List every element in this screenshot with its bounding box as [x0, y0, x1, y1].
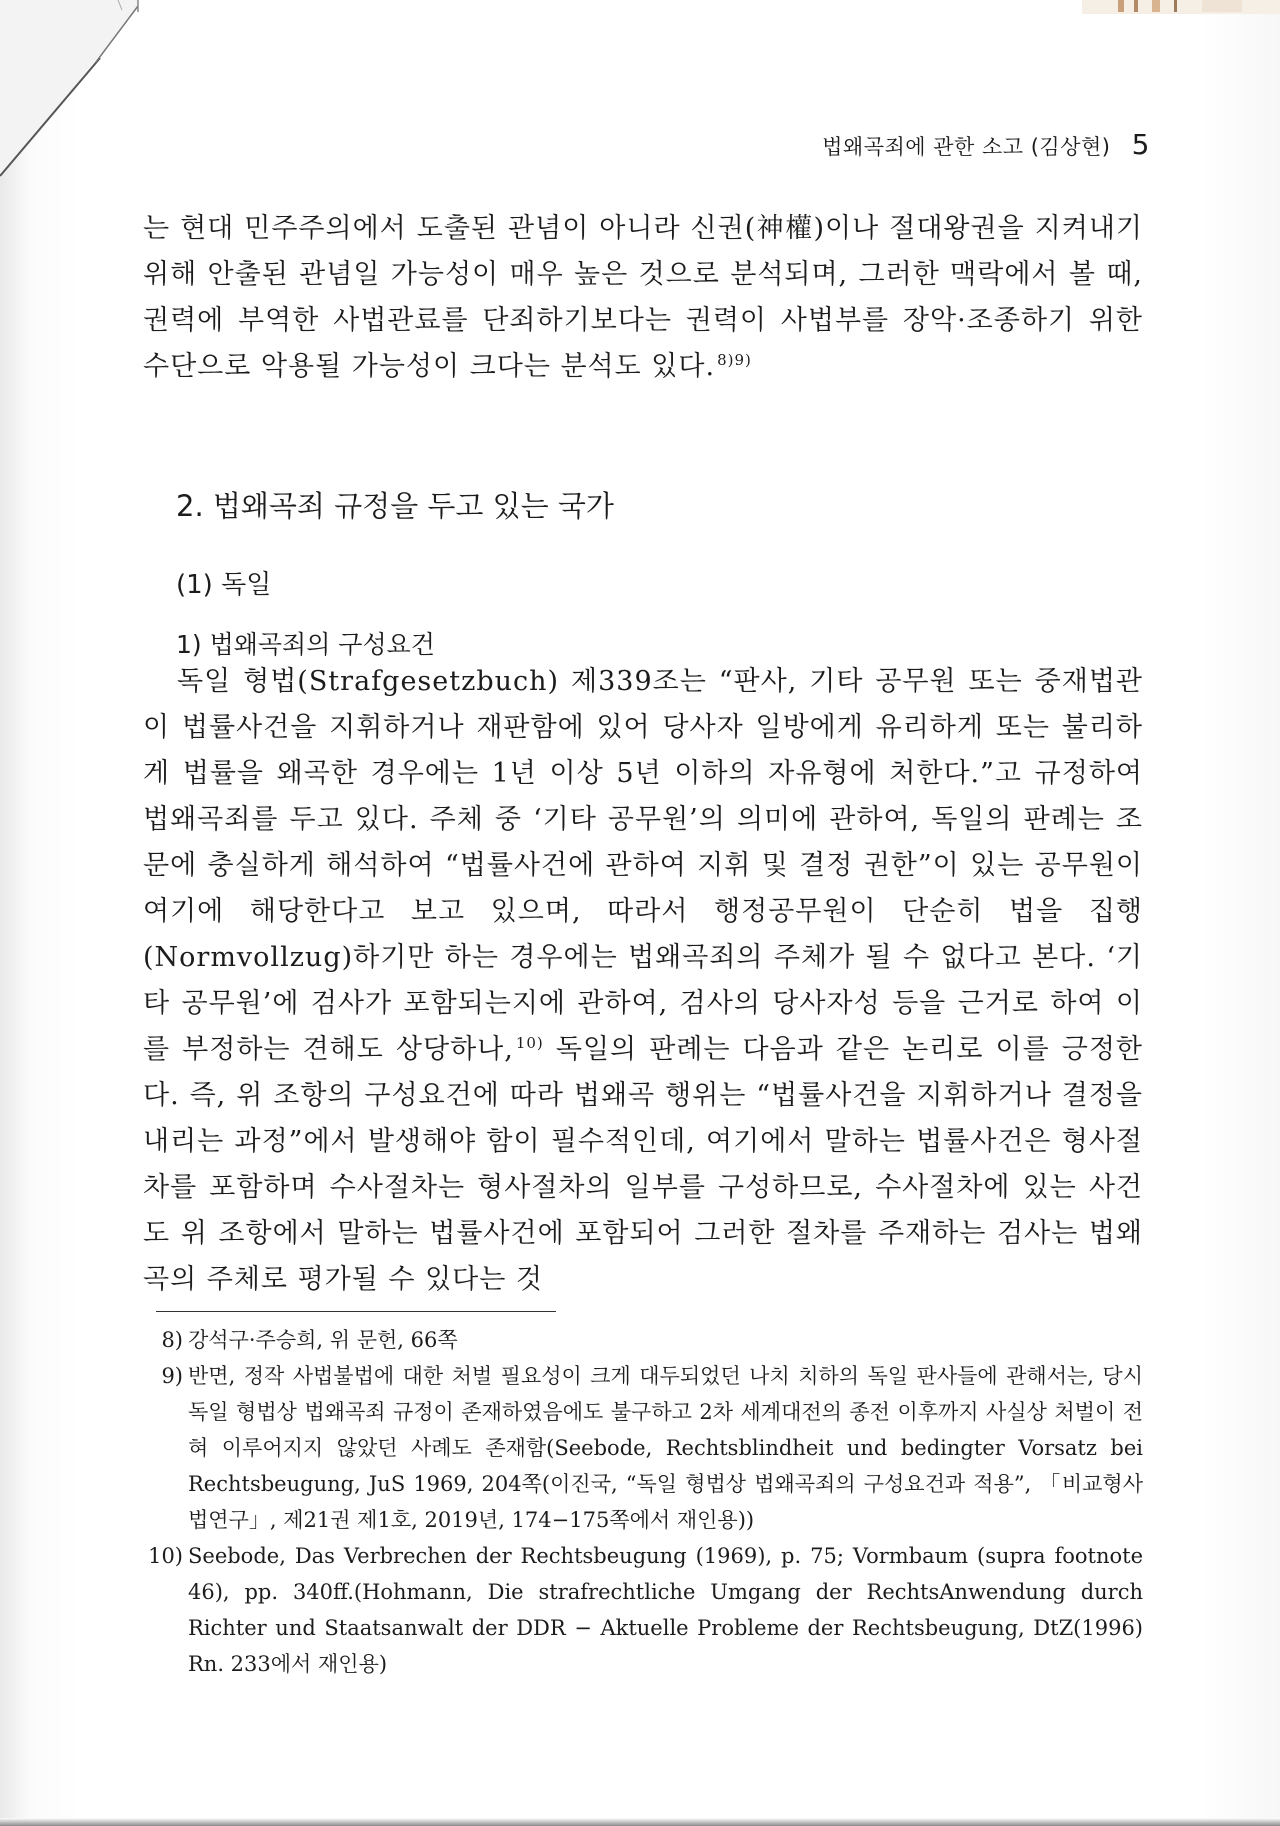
scan-bottom-edge	[0, 1818, 1280, 1826]
footnote-text: 강석구·주승희, 위 문헌, 66쪽	[188, 1328, 458, 1352]
footnote-item	[143, 1358, 1143, 1538]
paragraph-text-part2: 독일의 판례는 다음과 같은 논리로 이를 긍정한다. 즉, 위 조항의 구성요건에 따라 법왜곡 행위는 “법률사건을 지휘하거나 결정을 내리는 과정”에서 발생해야 함이 필수적인데, 여기에서 말하는 법률사건은 형사절차를 포함하며 수사절차는 형사절차의 일부를 구성하므로, 수사절차에 있는 사건도 위 조항에서 말하는 법률사건에 포함되어 그러한 절차를 주재하는 검사는 법왜곡의 주체로 평가될 수 있다는 것	[143, 1034, 1143, 1295]
footnote-ref: 10)	[515, 1034, 544, 1052]
paragraph-text: 는 현대 민주주의에서 도출된 관념이 아니라 신권(神權)이나 절대왕권을 지켜내기 위해 안출된 관념일 가능성이 매우 높은 것으로 분석되며, 그러한 맥락에서 볼 때, 권력에 부역한 사법관료를 단죄하기보다는 권력이 사법부를 장악·조종하기 위한 수단으로 악용될 가능성이 크다는 분석도 있다.	[143, 213, 1143, 382]
running-header	[822, 128, 1150, 161]
footnote-ref: 8)9)	[717, 351, 752, 369]
paragraph-text-part1: 독일 형법(Strafgesetzbuch) 제339조는 “판사, 기타 공무원 또는 중재법관이 법률사건을 지휘하거나 재판함에 있어 당사자 일방에게 유리하게 또는 불리하게 법률을 왜곡한 경우에는 1년 이상 5년 이하의 자유형에 처한다.”고 규정하여 법왜곡죄를 두고 있다. 주체 중 ‘기타 공무원’의 의미에 관하여, 독일의 판례는 조문에 충실하게 해석하여 “법률사건에 관하여 지휘 및 결정 권한”이 있는 공무원이 여기에 해당한다고 보고 있으며, 따라서 행정공무원이 단순히 법을 집행(Normvollzug)하기만 하는 경우에는 법왜곡죄의 주체가 될 수 없다고 본다. ‘기타 공무원’에 검사가 포함되는지에 관하여, 검사의 당사자성 등을 근거로 하여 이를 부정하는 견해도 상당하나,	[143, 666, 1143, 1065]
page-corner-fold	[0, 0, 150, 180]
footnote-item	[143, 1538, 1143, 1682]
footnote-item	[143, 1322, 1143, 1358]
footnote-number: 9)	[161, 1364, 183, 1388]
footnote-text: Seebode, Das Verbrechen der Rechtsbeugung (1969), p. 75; Vormbaum (supra footnote 46), pp. 340ff.(Hohmann, Die strafrechtliche Umgang der RechtsAnwendung durch Richter und Staatsanwalt der DDR − Aktuelle Probleme der Rechtsbeugung, DtZ(1996) Rn. 233에서 재인용)	[188, 1544, 1143, 1676]
section-heading: 2. 법왜곡죄 규정을 두고 있는 국가	[176, 489, 614, 523]
page-number: 5	[1131, 128, 1150, 161]
subsubsection-heading: 1) 법왜곡죄의 구성요건	[176, 630, 435, 659]
footnote-number: 10)	[148, 1544, 183, 1568]
footnote-text: 반면, 정작 사법불법에 대한 처벌 필요성이 크게 대두되었던 나치 치하의 독일 판사들에 관해서는, 당시 독일 형법상 법왜곡죄 규정이 존재하였음에도 불구하고 2차 세계대전의 종전 이후까지 사실상 처벌이 전혀 이루어지지 않았던 사례도 존재함(Seebode, Rechtsblindheit und bedingter Vorsatz bei Rechtsbeugung, JuS 1969, 204쪽(이진국, “독일 형법상 법왜곡죄의 구성요건과 적용”, 「비교형사법연구」, 제21권 제1호, 2019년, 174−175쪽에서 재인용))	[188, 1364, 1143, 1532]
running-title: 법왜곡죄에 관한 소고 (김상현)	[822, 135, 1111, 159]
footnote-separator	[156, 1311, 556, 1312]
paragraph-main	[143, 659, 1143, 1303]
subsection-heading: (1) 독일	[176, 570, 272, 600]
footnote-list	[143, 1322, 1143, 1682]
scan-edge-strip	[1082, 0, 1280, 14]
paragraph-continuation	[143, 206, 1143, 390]
footnote-number: 8)	[161, 1328, 183, 1352]
